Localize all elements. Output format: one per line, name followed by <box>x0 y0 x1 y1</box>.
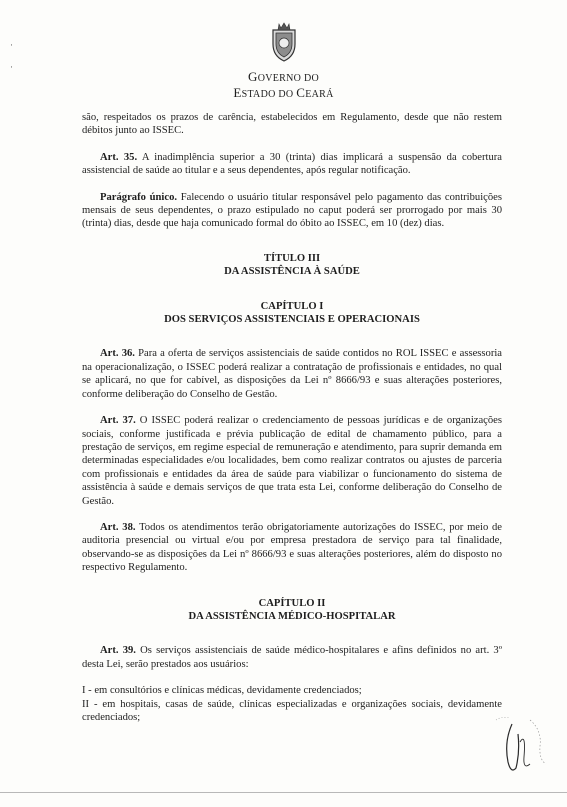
list-item-ii: II - em hospitais, casas de saúde, clínicas especializadas e organizações sociais, devidamente credenciados; <box>82 698 502 723</box>
bottom-rule <box>0 792 567 793</box>
intro-paragraph: são, respeitados os prazos de carência, estabelecidos em Regulamento, desde que não restem débitos junto ao ISSEC. <box>82 112 502 137</box>
article-38: Art. 38. Todos os atendimentos terão obrigatoriamente autorizações do ISSEC, por meio de auditoria presencial ou virtual e/ou por empresa prestadora de serviço para tal finalidade, observando-se as disposições da Lei nº 8666/93 e suas alterações posteriores, além do disposto no respectivo Regulamento. <box>82 521 502 574</box>
capitulo-1-subheading: DOS SERVIÇOS ASSISTENCIAIS E OPERACIONAIS <box>164 314 420 326</box>
titulo-heading: TÍTULO III <box>263 252 321 264</box>
coat-of-arms-icon <box>269 22 299 62</box>
paragrafo-unico: Parágrafo único. Falecendo o usuário titular responsável pelo pagamento das contribuições mensais de seus dependentes, o prazo estipulado no caput poderá ser prorrogado por mais 30 (trinta) dias, desde que haja comunicado formal do óbito ao ISSEC, em 10 (dez) dias. <box>82 191 502 230</box>
article-35: Art. 35. A inadimplência superior a 30 (trinta) dias implicará a suspensão da cobertura assistencial de saúde ao titular e a seus dependentes, após regular notificação. <box>82 151 502 177</box>
article-39: Art. 39. Os serviços assistenciais de saúde médico-hospitalares e afins definidos no art. 3º desta Lei, serão prestados aos usuários: <box>82 645 502 670</box>
document-body <box>82 111 502 724</box>
capitulo-2-subheading: DA ASSISTÊNCIA MÉDICO-HOSPITALAR <box>188 610 396 622</box>
article-37: Art. 37. O ISSEC poderá realizar o credenciamento de pessoas jurídicas e de organizações sociais, conforme justificada e prévia publicação de edital de chamamento público, para a prestação de serviços, em regime especial de remuneração e atendimento, para suprir demanda em determinadas especialidades e/ou localidades, bem como realizar contratos ou ajustes de parceria com profissionais e entidades da área de saúde para viabilizar o funcionamento do sistema de assistência à saúde e demais serviços de que trata esta Lei, conforme deliberação do Conselho de Gestão. <box>82 415 502 507</box>
article-36: Art. 36. Para a oferta de serviços assistenciais de saúde contidos no ROL ISSEC e assessoria na operacionalização, o ISSEC poderá realizar a contratação de profissionais e entidades, no qual se aplicará, no que for cabível, as disposições da Lei nº 8666/93 e suas alterações posteriores, conforme deliberação do Conselho de Gestão. <box>82 348 502 400</box>
letterhead <box>0 22 567 102</box>
margin-marks: · · <box>10 40 13 72</box>
titulo-subheading: DA ASSISTÊNCIA À SAÚDE <box>224 266 360 278</box>
capitulo-2-heading: CAPÍTULO II <box>258 597 326 609</box>
capitulo-1-heading: CAPÍTULO I <box>260 300 324 312</box>
list-item-i: I - em consultórios e clínicas médicas, devidamente credenciados; <box>82 685 362 697</box>
handwritten-signature <box>490 712 550 782</box>
state-title: ESTADO DO CEARÁ <box>233 85 334 100</box>
government-title: GOVERNO DO <box>247 69 319 84</box>
